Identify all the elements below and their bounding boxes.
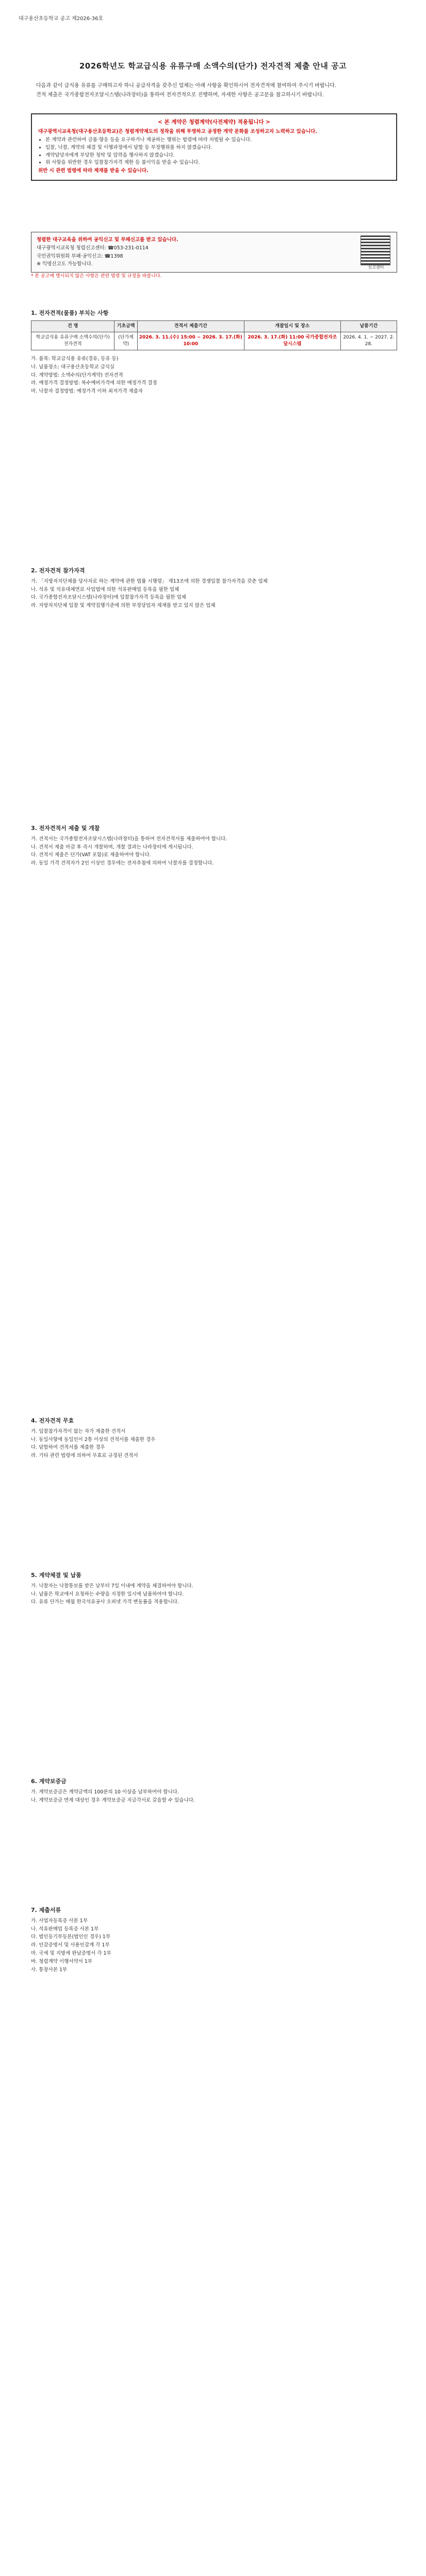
table-header: 납품기간 — [340, 320, 397, 332]
qr-label: 신고센터 — [368, 265, 384, 269]
section-6 — [31, 1777, 397, 1805]
report-center-callout — [31, 232, 397, 273]
announce-number: 대구용산초등학교 공고 제2026-36호 — [19, 16, 104, 22]
qr-code-icon — [361, 235, 390, 265]
section-item: 가. 입찰참가자격이 없는 자가 제출한 견적서 — [31, 1428, 126, 1434]
table-header: 기초금액 — [114, 320, 137, 332]
section-title: 1. 전자견적(물품) 부치는 사항 — [31, 310, 109, 316]
section-item: 다. 국가종합전자조달시스템(나라장터)에 입찰참가자격 등록을 필한 업체 — [31, 595, 186, 601]
table-cell: 2026. 4. 1. ~ 2027. 2. 28. — [340, 332, 397, 350]
table-header-row — [31, 320, 397, 332]
notice-title: < 본 계약은 청렴계약(사전제약) 적용됩니다 > — [158, 119, 270, 125]
callout-line: 국민권익위원회 부패·공익신고: ☎1398 — [37, 253, 123, 259]
section-item: 라. 예정가격 결정방법: 복수예비가격에 의한 예정가격 결정 — [31, 380, 157, 386]
section-item: 가. 품목: 학교급식용 유류(경유, 등유 등) — [31, 356, 119, 362]
table-cell: 학교급식용 유류구매 소액수의(단가) 전자견적 — [31, 332, 114, 350]
section-item: 다. 유류 단가는 매월 한국석유공사 오피넷 가격 변동률을 적용합니다. — [31, 1599, 179, 1605]
section-item: 사. 통장사본 1부 — [31, 1967, 68, 1973]
section-item: 나. 계약보증금 면제 대상인 경우 계약보증금 지급각서로 갈음할 수 있습니다. — [31, 1797, 195, 1803]
section-5 — [31, 1571, 397, 1607]
callout-line: 대구광역시교육청 청렴신고센터: ☎053-231-0114 — [37, 245, 149, 251]
section-item: 나. 석유 및 석유대체연료 사업법에 의한 석유판매업 등록을 필한 업체 — [31, 586, 179, 592]
section-4 — [31, 1417, 397, 1461]
intro-paragraph: 견적 제출은 국가종합전자조달시스템(나라장터)을 통하여 전자견적으로 진행하며, 자세한 사항은 공고문을 참고하시기 바랍니다. — [36, 92, 324, 98]
section-item: 라. 기타 관련 법령에 의하여 무효로 규정된 견적서 — [31, 1453, 138, 1459]
section-title: 6. 계약보증금 — [31, 1778, 67, 1785]
section-item: 가. 계약보증금은 계약금액의 100분의 10 이상을 납부하여야 합니다. — [31, 1789, 179, 1795]
table-cell: (단가계약) — [114, 332, 137, 350]
section-item: 라. 동일 가격 견적자가 2인 이상인 경우에는 전자추첨에 의하여 낙찰자를 결정합니다. — [31, 860, 214, 867]
section-7 — [31, 1906, 397, 1974]
intro-paragraph: 다음과 같이 급식용 유류를 구매하고자 하니 공급자격을 갖추신 업체는 아래 사항을 확인하시어 전자견적에 참여하여 주시기 바랍니다. — [36, 83, 337, 89]
table-cell: 2026. 3. 17.(화) 11:00 국가종합전자조달시스템 — [244, 332, 340, 350]
section-item: 나. 납품은 학교에서 요청하는 수량을 지정한 일시에 납품하여야 합니다. — [31, 1591, 184, 1597]
section-title: 2. 전자견적 참가자격 — [31, 567, 85, 574]
section-3 — [31, 824, 397, 868]
notice-item: • 위 사항을 위반한 경우 입찰참가자격 제한 등 불이익을 받을 수 있습니다. — [45, 159, 390, 166]
section-item: 나. 견적서 제출 마감 후 즉시 개찰하며, 개찰 결과는 나라장터에 게시됩니다. — [31, 844, 193, 850]
section-item: 나. 동일사항에 동일인이 2통 이상의 견적서를 제출한 경우 — [31, 1436, 156, 1443]
table-header: 견적서 제출기간 — [137, 320, 244, 332]
section-item: 가. 견적서는 국가종합전자조달시스템(나라장터)을 통하여 전자견적서를 제출하여야 합니다. — [31, 836, 227, 842]
section-1 — [31, 309, 397, 396]
section-item: 마. 국세 및 지방세 완납증명서 각 1부 — [31, 1951, 111, 1956]
red-note-line: * 본 공고에 명시되지 않은 사항은 관련 법령 및 규정을 따릅니다. — [31, 274, 162, 279]
notice-item: • 본 계약과 관련하여 금품·향응 등을 요구하거나 제공하는 행위는 법령에 따라 처벌될 수 있습니다. — [45, 137, 390, 144]
section-item: 바. 청렴계약 이행서약서 1부 — [31, 1958, 93, 1964]
section-2 — [31, 567, 397, 611]
notice-red-note: 위반 시 관련 법령에 따라 제재를 받을 수 있습니다. — [38, 168, 149, 174]
section-item: 다. 계약방법: 소액수의(단가계약) 전자견적 — [31, 372, 123, 378]
table-cell: 2026. 3. 11.(수) 15:00 ~ 2026. 3. 17.(화) 10:00 — [137, 332, 244, 350]
callout-line: ※ 익명신고도 가능합니다. — [37, 261, 93, 267]
notice-list — [38, 137, 390, 166]
section-item: 라. 인감증명서 및 사용인감계 각 1부 — [31, 1942, 110, 1948]
section-item: 라. 지방자치단체 입찰 및 계약집행기준에 의한 부정당업자 제재를 받고 있지 않은 업체 — [31, 603, 216, 609]
notice-lead: 대구광역시교육청(대구용산초등학교)은 청렴계약제도의 정착을 위해 투명하고 공정한 계약 문화를 조성하고자 노력하고 있습니다. — [38, 129, 317, 135]
notice-item: • 입찰, 낙찰, 계약의 체결 및 이행과정에서 담합 등 부정행위를 하지 않겠습니다. — [45, 144, 390, 151]
section-title: 3. 전자견적서 제출 및 개찰 — [31, 825, 100, 832]
table-header: 건 명 — [31, 320, 114, 332]
section-item: 가. 낙찰자는 낙찰통보를 받은 날부터 7일 이내에 계약을 체결하여야 합니다. — [31, 1583, 193, 1589]
section-item: 다. 견적서 제출은 단가(VAT 포함)로 제출하여야 합니다. — [31, 852, 151, 858]
section-item: 가. 「지방자치단체를 당사자로 하는 계약에 관한 법률 시행령」 제13조에 의한 경쟁입찰 참가자격을 갖춘 업체 — [31, 578, 268, 584]
page-title: 2026학년도 학교급식용 유류구매 소액수의(단가) 전자견적 제출 안내 공고 — [79, 61, 347, 71]
section-title: 4. 전자견적 무효 — [31, 1417, 74, 1424]
notice-item: • 계약담당자에게 부당한 청탁 및 압력을 행사하지 않겠습니다. — [45, 152, 390, 159]
section-item: 다. 법인등기부등본(법인인 경우) 1부 — [31, 1934, 111, 1940]
callout-line: 청렴한 대구교육을 위하여 공익신고 및 부패신고를 받고 있습니다. — [37, 237, 178, 243]
section-item: 나. 납품장소: 대구용산초등학교 급식실 — [31, 364, 115, 370]
schedule-table — [31, 320, 397, 350]
table-header: 개찰일시 및 장소 — [244, 320, 340, 332]
section-item: 가. 사업자등록증 사본 1부 — [31, 1918, 88, 1924]
section-title: 7. 제출서류 — [31, 1907, 61, 1913]
integrity-notice-box — [31, 113, 397, 181]
section-item: 마. 낙찰자 결정방법: 예정가격 이하 최저가격 제출자 — [31, 388, 143, 395]
section-item: 나. 석유판매업 등록증 사본 1부 — [31, 1926, 99, 1932]
table-row — [31, 332, 397, 350]
section-item: 다. 담합하여 견적서를 제출한 경우 — [31, 1445, 105, 1451]
intro-text — [31, 82, 397, 100]
section-title: 5. 계약체결 및 납품 — [31, 1572, 81, 1579]
